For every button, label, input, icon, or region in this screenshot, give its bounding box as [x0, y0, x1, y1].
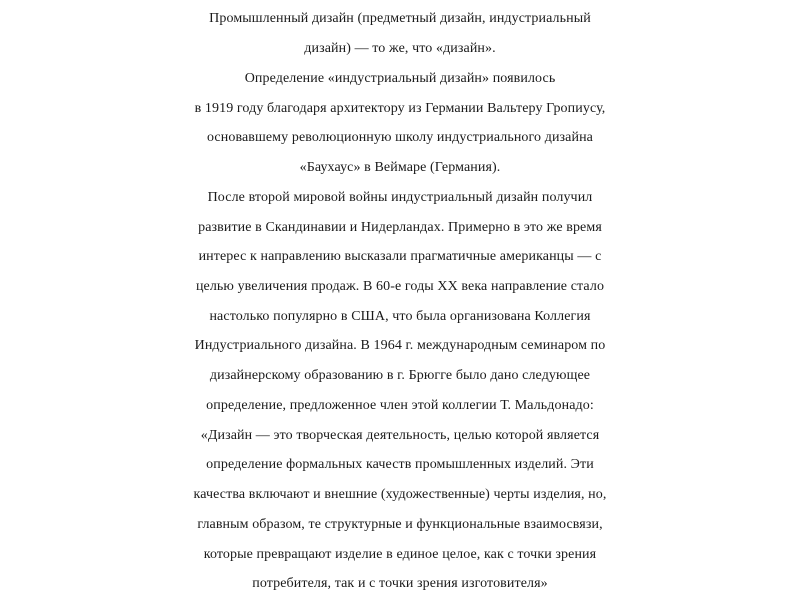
text-line-19: которые превращают изделие в единое целое, как с точки зрения	[203, 547, 597, 562]
text-line-4: в 1919 году благодаря архитектору из Германии Вальтеру Гропиусу,	[194, 101, 606, 116]
text-line-2: дизайн) — то же, что «дизайн».	[304, 41, 496, 56]
text-line-11: настолько популярно в США, что была организована Коллегия	[209, 309, 591, 324]
text-line-5: основавшему революционную школу индустриального дизайна	[206, 130, 593, 145]
text-line-6: «Баухаус» в Веймаре (Германия).	[299, 160, 501, 175]
text-line-1: Промышленный дизайн (предметный дизайн, индустриальный	[209, 11, 591, 26]
text-line-8: развитие в Скандинавии и Нидерландах. Примерно в это же время	[198, 220, 602, 235]
text-line-16: определение формальных качеств промышленных изделий. Эти	[206, 457, 594, 472]
text-line-13: дизайнерскому образованию в г. Брюгге было дано следующее	[209, 368, 591, 383]
text-line-15: «Дизайн — это творческая деятельность, целью которой является	[200, 428, 600, 443]
text-line-14: определение, предложенное член этой коллегии Т. Мальдонадо:	[206, 398, 594, 413]
text-line-20: потребителя, так и с точки зрения изготовителя»	[252, 576, 548, 591]
text-line-12: Индустриального дизайна. В 1964 г. международным семинаром по	[194, 338, 606, 353]
text-line-18: главным образом, те структурные и функциональные взаимосвязи,	[197, 517, 603, 532]
text-line-10: целью увеличения продаж. В 60-е годы XX века направление стало	[195, 279, 605, 294]
text-line-17: качества включают и внешние (художественные) черты изделия, но,	[193, 487, 607, 502]
text-line-3: Определение «индустриальный дизайн» появилось	[244, 71, 556, 86]
text-line-7: После второй мировой войны индустриальный дизайн получил	[207, 190, 593, 205]
text-line-9: интерес к направлению высказали прагматичные американцы — с	[198, 249, 602, 264]
